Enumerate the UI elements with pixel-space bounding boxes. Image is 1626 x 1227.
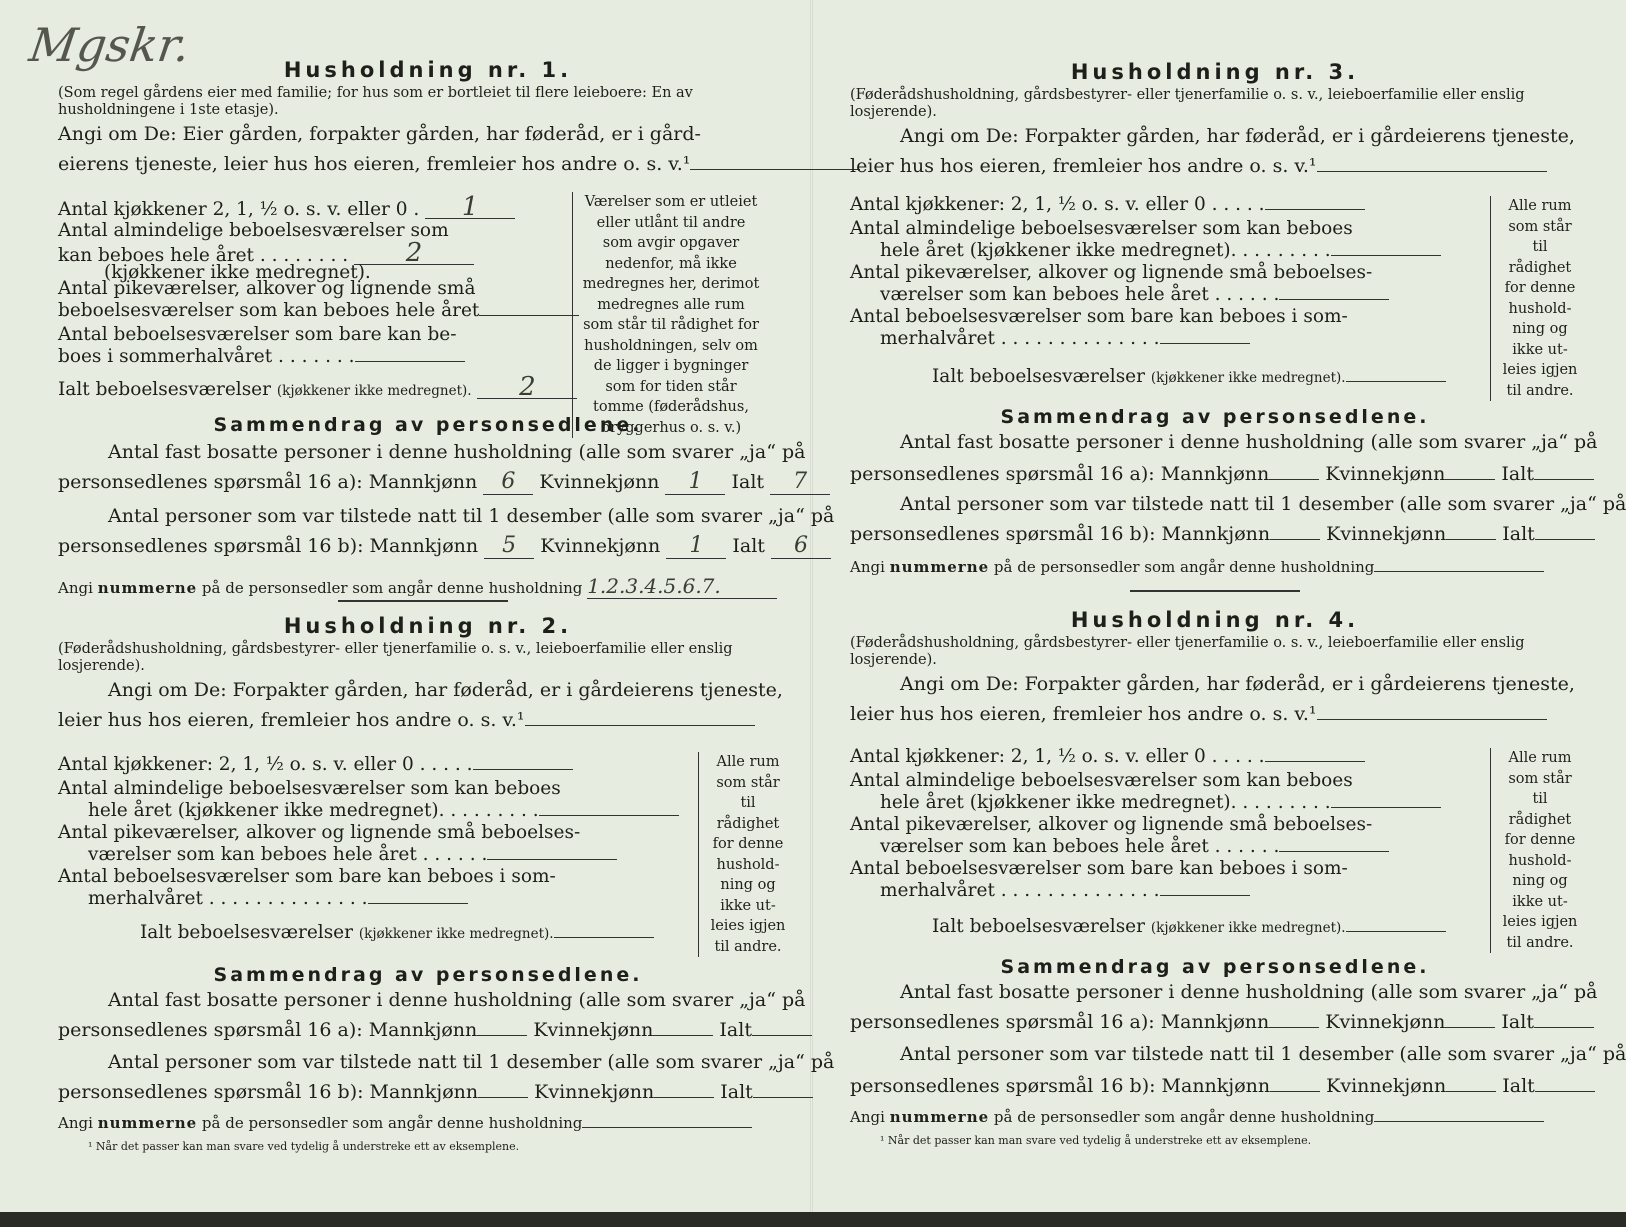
h3-16b-female[interactable] (1446, 539, 1496, 540)
h1-summary-title: Sammendrag av personsedlene. (213, 414, 643, 436)
h3-16a-total[interactable] (1534, 479, 1594, 480)
h4-rooms-note-box: Alle rum som står til rådighet for denne hushold-ning og ikke ut-leies igjen til andre. (1490, 748, 1581, 953)
h3-rooms-value[interactable] (1331, 255, 1441, 256)
h2-summer-rooms-row-b: merhalvåret . . . . . . . . . . . . . . (88, 888, 468, 910)
h4-summary-b-line-1: Antal personer som var tilstede natt til 1 desember (alle som svarer „ja“ på (900, 1043, 1626, 1065)
h1-16a-male[interactable]: 6 (483, 470, 533, 495)
h2-summary-a-line-2: personsedlenes spørsmål 16 a): Mannkjønn Kvinnekjønn Ialt (58, 1018, 812, 1042)
h2-16a-total[interactable] (752, 1035, 812, 1036)
h4-summary-title: Sammendrag av personsedlene. (1000, 956, 1430, 978)
h1-summer-rooms-value[interactable] (355, 361, 465, 362)
h4-summer-rooms-value[interactable] (1160, 895, 1250, 896)
h2-total-value[interactable] (554, 937, 654, 938)
h1-small-rooms-row-b: beboelsesværelser som kan beboes hele året (58, 300, 579, 322)
h2-numbers-row: Angi nummerne på de personsedler som angår denne husholdning (58, 1114, 752, 1132)
household-1-question-line-1: Angi om De: Eier gården, forpakter gården, har føderåd, er i gård- (58, 123, 701, 145)
household-2-title: Husholdning nr. 2. (283, 614, 573, 638)
h1-small-rooms-value[interactable] (479, 315, 579, 316)
h4-16b-total[interactable] (1535, 1091, 1595, 1092)
h2-16b-male[interactable] (478, 1097, 528, 1098)
separator (1130, 590, 1300, 592)
h3-summary-a-line-1: Antal fast bosatte personer i denne husholdning (alle som svarer „ja“ på (900, 431, 1598, 453)
household-4-question-line-2: leier hus hos eieren, fremleier hos andre o. s. v.¹ (850, 699, 1580, 729)
h4-total-value[interactable] (1346, 931, 1446, 932)
h1-summary-b-line-1: Antal personer som var tilstede natt til 1 desember (alle som svarer „ja“ på (108, 505, 835, 527)
h2-summary-title: Sammendrag av personsedlene. (213, 964, 643, 986)
household-1-title: Husholdning nr. 1. (283, 58, 573, 82)
h1-kitchens-value[interactable]: 1 (425, 196, 515, 219)
h1-rooms-value[interactable]: 2 (354, 242, 474, 265)
h3-kitchens-row: Antal kjøkkener: 2, 1, ½ o. s. v. eller 0 . . . . . (850, 194, 1365, 216)
household-4-question-line-1: Angi om De: Forpakter gården, har føderåd, er i gårdeierens tjeneste, (900, 673, 1575, 695)
household-1-question-line-2: eierens tjeneste, leier hus hos eieren, fremleier hos andre o. s. v.¹ (58, 149, 798, 179)
household-3 (850, 60, 1580, 181)
h3-summary-a-line-2: personsedlenes spørsmål 16 a): Mannkjønn Kvinnekjønn Ialt (850, 462, 1594, 486)
h2-small-rooms-row-b: værelser som kan beboes hele året . . . . . . (88, 844, 617, 866)
h4-total-row: Ialt beboelsesværelser (kjøkkener ikke medregnet). (932, 916, 1446, 939)
h1-kitchens-row: Antal kjøkkener 2, 1, ½ o. s. v. eller 0 . 1 (58, 196, 515, 221)
h2-16a-male[interactable] (477, 1035, 527, 1036)
h1-summary-b-line-2: personsedlenes spørsmål 16 b): Mannkjønn 5 Kvinnekjønn 1 Ialt 6 (58, 534, 831, 559)
household-4 (850, 608, 1580, 729)
h3-summer-rooms-row-b: merhalvåret . . . . . . . . . . . . . . (880, 328, 1250, 350)
h3-total-value[interactable] (1346, 381, 1446, 382)
h1-16a-female[interactable]: 1 (665, 470, 725, 495)
h3-small-rooms-row-a: Antal pikeværelser, alkover og lignende små beboelses- (850, 262, 1373, 283)
h3-summer-rooms-value[interactable] (1160, 343, 1250, 344)
h4-16b-male[interactable] (1270, 1091, 1320, 1092)
h1-16b-female[interactable]: 1 (666, 534, 726, 559)
h4-summer-rooms-row-b: merhalvåret . . . . . . . . . . . . . . (880, 880, 1250, 902)
h1-small-rooms-row-a: Antal pikeværelser, alkover og lignende små (58, 278, 476, 299)
h4-small-rooms-row-b: værelser som kan beboes hele året . . . . . . (880, 836, 1389, 858)
handwritten-signature: Mgskr. (26, 18, 194, 72)
h2-summary-b-line-2: personsedlenes spørsmål 16 b): Mannkjønn Kvinnekjønn Ialt (58, 1080, 813, 1104)
footnote-left: ¹ Når det passer kan man svare ved tydelig å understreke ett av eksemplene. (88, 1140, 520, 1153)
h2-small-rooms-row-a: Antal pikeværelser, alkover og lignende små beboelses- (58, 822, 581, 843)
h3-numbers-value[interactable] (1374, 571, 1544, 572)
household-4-subtitle: (Føderådshusholdning, gårdsbestyrer- eller tjenerfamilie o. s. v., leieboerfamilie eller enslig losjerende). (850, 635, 1525, 668)
h3-numbers-row: Angi nummerne på de personsedler som angår denne husholdning (850, 558, 1544, 576)
h2-16b-female[interactable] (654, 1097, 714, 1098)
h2-rooms-note-box: Alle rum som står til rådighet for denne hushold-ning og ikke ut-leies igjen til andre. (698, 752, 789, 957)
h1-numbers-value[interactable]: 1.2.3.4.5.6.7. (587, 574, 777, 599)
h3-16b-male[interactable] (1270, 539, 1320, 540)
h4-rooms-value[interactable] (1331, 807, 1441, 808)
h2-16b-total[interactable] (753, 1097, 813, 1098)
h4-16a-total[interactable] (1534, 1027, 1594, 1028)
h4-summary-a-line-1: Antal fast bosatte personer i denne husholdning (alle som svarer „ja“ på (900, 981, 1598, 1003)
h4-small-rooms-row-a: Antal pikeværelser, alkover og lignende små beboelses- (850, 814, 1373, 835)
h1-16b-male[interactable]: 5 (484, 534, 534, 559)
h1-summary-a-line-2: personsedlenes spørsmål 16 a): Mannkjønn 6 Kvinnekjønn 1 Ialt 7 (58, 470, 830, 495)
household-1-subtitle: (Som regel gårdens eier med familie; for hus som er bortleiet til flere leieboere: En av husholdningene i 1ste etasje). (58, 85, 693, 118)
h2-summer-rooms-value[interactable] (368, 903, 468, 904)
h1-numbers-row: Angi nummerne på de personsedler som angår denne husholdning 1.2.3.4.5.6.7. (58, 574, 777, 599)
h4-kitchens-value[interactable] (1265, 761, 1365, 762)
h3-rooms-note-box: Alle rum som står til rådighet for denne hushold-ning og ikke ut-leies igjen til andre. (1490, 196, 1581, 401)
h1-rooms-note: (kjøkkener ikke medregnet). (104, 262, 371, 283)
household-2 (58, 614, 798, 735)
h3-small-rooms-row-b: værelser som kan beboes hele året . . . . . . (880, 284, 1389, 306)
h3-16a-male[interactable] (1269, 479, 1319, 480)
h2-16a-female[interactable] (653, 1035, 713, 1036)
h1-16b-total[interactable]: 6 (771, 534, 831, 559)
h2-rooms-row-b: hele året (kjøkkener ikke medregnet). . . . . . . . . (88, 800, 679, 822)
scan-bottom-edge (0, 1212, 1626, 1227)
h3-summary-b-line-1: Antal personer som var tilstede natt til 1 desember (alle som svarer „ja“ på (900, 493, 1626, 515)
household-2-question-line-2: leier hus hos eieren, fremleier hos andre o. s. v.¹ (58, 705, 798, 735)
h4-rooms-row-b: hele året (kjøkkener ikke medregnet). . . . . . . . . (880, 792, 1441, 814)
h3-16b-total[interactable] (1535, 539, 1595, 540)
h2-kitchens-value[interactable] (473, 769, 573, 770)
household-1 (58, 58, 798, 179)
h2-summary-b-line-1: Antal personer som var tilstede natt til 1 desember (alle som svarer „ja“ på (108, 1051, 835, 1073)
household-2-question-line-1: Angi om De: Forpakter gården, har føderåd, er i gårdeierens tjeneste, (108, 679, 783, 701)
household-3-title: Husholdning nr. 3. (1070, 60, 1360, 84)
h4-small-rooms-value[interactable] (1279, 851, 1389, 852)
h3-rooms-row-b: hele året (kjøkkener ikke medregnet). . . . . . . . . (880, 240, 1441, 262)
h1-summary-a-line-1: Antal fast bosatte personer i denne husholdning (alle som svarer „ja“ på (108, 441, 806, 463)
h1-total-row: Ialt beboelsesværelser (kjøkkener ikke medregnet). 2 (58, 376, 577, 402)
h3-rooms-row-a: Antal almindelige beboelsesværelser som kan beboes (850, 218, 1353, 239)
h4-rooms-row-a: Antal almindelige beboelsesværelser som kan beboes (850, 770, 1353, 791)
household-3-question-line-1: Angi om De: Forpakter gården, har føderåd, er i gårdeierens tjeneste, (900, 125, 1575, 147)
h2-small-rooms-value[interactable] (487, 859, 617, 860)
h3-summary-title: Sammendrag av personsedlene. (1000, 406, 1430, 428)
household-4-title: Husholdning nr. 4. (1070, 608, 1360, 632)
h2-kitchens-row: Antal kjøkkener: 2, 1, ½ o. s. v. eller 0 . . . . . (58, 754, 573, 776)
h1-16a-total[interactable]: 7 (770, 470, 830, 495)
h1-summer-rooms-row-a: Antal beboelsesværelser som bare kan be- (58, 324, 457, 345)
h4-summer-rooms-row-a: Antal beboelsesværelser som bare kan beboes i som- (850, 858, 1348, 879)
h4-kitchens-row: Antal kjøkkener: 2, 1, ½ o. s. v. eller 0 . . . . . (850, 746, 1365, 768)
h4-summary-b-line-2: personsedlenes spørsmål 16 b): Mannkjønn Kvinnekjønn Ialt (850, 1074, 1595, 1098)
h4-16a-male[interactable] (1269, 1027, 1319, 1028)
household-3-subtitle: (Føderådshusholdning, gårdsbestyrer- eller tjenerfamilie o. s. v., leieboerfamilie eller enslig losjerende). (850, 87, 1525, 120)
h2-rooms-value[interactable] (539, 815, 679, 816)
household-2-subtitle: (Føderådshusholdning, gårdsbestyrer- eller tjenerfamilie o. s. v., leieboerfamilie eller enslig losjerende). (58, 641, 733, 674)
h3-16a-female[interactable] (1445, 479, 1495, 480)
h1-rooms-note-box: Værelser som er utleiet eller utlånt til andre som avgir opgaver nedenfor, må ikke medregnes her, derimot medregnes alle rum som står til rådighet for husholdningen, selv om de ligger i bygninger som for tiden står tomme (føderådshus, bryggerhus o. s. v.) (572, 192, 761, 438)
h2-numbers-value[interactable] (582, 1127, 752, 1128)
page-fold (810, 0, 813, 1227)
h2-summer-rooms-row-a: Antal beboelsesværelser som bare kan beboes i som- (58, 866, 556, 887)
h3-total-row: Ialt beboelsesværelser (kjøkkener ikke medregnet). (932, 366, 1446, 389)
h4-16a-female[interactable] (1445, 1027, 1495, 1028)
h3-small-rooms-value[interactable] (1279, 299, 1389, 300)
household-3-question-line-2: leier hus hos eieren, fremleier hos andre o. s. v.¹ (850, 151, 1580, 181)
h3-summary-b-line-2: personsedlenes spørsmål 16 b): Mannkjønn Kvinnekjønn Ialt (850, 522, 1595, 546)
h1-total-value[interactable]: 2 (477, 376, 577, 399)
h3-kitchens-value[interactable] (1265, 209, 1365, 210)
h4-numbers-value[interactable] (1374, 1121, 1544, 1122)
separator (338, 600, 508, 602)
h4-numbers-row: Angi nummerne på de personsedler som angår denne husholdning (850, 1108, 1544, 1126)
h2-rooms-row-a: Antal almindelige beboelsesværelser som kan beboes (58, 778, 561, 799)
h1-rooms-row-b: kan beboes hele året . . . . . . . . 2 (58, 242, 474, 267)
h3-summer-rooms-row-a: Antal beboelsesværelser som bare kan beboes i som- (850, 306, 1348, 327)
h1-summer-rooms-row-b: boes i sommerhalvåret . . . . . . . (58, 346, 465, 368)
h4-16b-female[interactable] (1446, 1091, 1496, 1092)
h4-summary-a-line-2: personsedlenes spørsmål 16 a): Mannkjønn Kvinnekjønn Ialt (850, 1010, 1594, 1034)
h1-rooms-row-a: Antal almindelige beboelsesværelser som (58, 220, 449, 241)
footnote-right: ¹ Når det passer kan man svare ved tydelig å understreke ett av eksemplene. (880, 1134, 1312, 1147)
h2-total-row: Ialt beboelsesværelser (kjøkkener ikke medregnet). (140, 922, 654, 945)
h2-summary-a-line-1: Antal fast bosatte personer i denne husholdning (alle som svarer „ja“ på (108, 989, 806, 1011)
